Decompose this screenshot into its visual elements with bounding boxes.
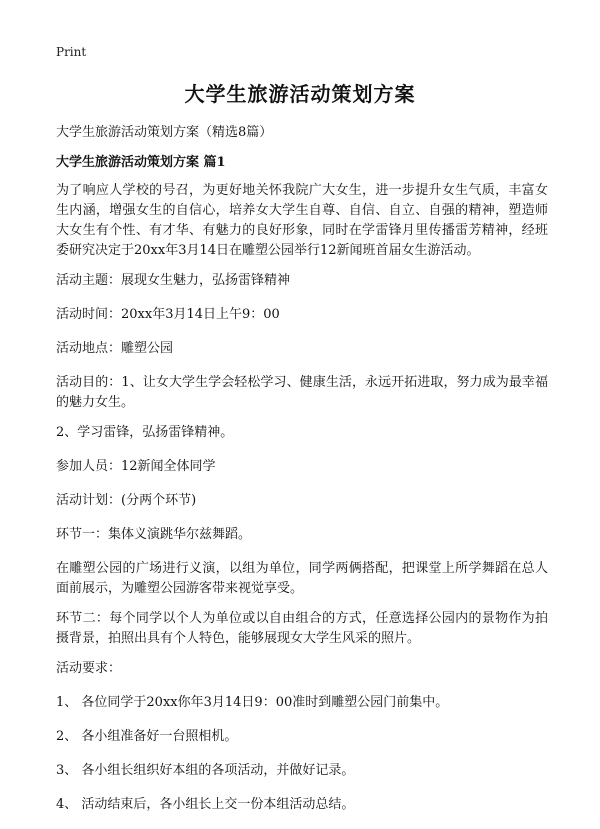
activity-theme: 活动主题：展现女生魅力，弘扬雷锋精神 xyxy=(56,273,291,288)
requirement-item: 1、 各位同学于20xx你年3月14日9：00准时到雕塑公园门前集中。 xyxy=(56,695,449,710)
requirements-heading: 活动要求： xyxy=(56,661,122,676)
requirement-item: 3、 各小组长组织好本组的各项活动，并做好记录。 xyxy=(56,763,355,778)
document-body xyxy=(56,181,548,829)
print-link[interactable]: Print xyxy=(56,45,87,59)
activity-time: 活动时间：20xx年3月14日上午9：00 xyxy=(56,307,280,322)
activity-purpose: 活动目的：1、让女大学生学会轻松学习、健康生活，永远开拓进取，努力成为最幸福的魅力女生。 xyxy=(56,375,548,410)
participants: 参加人员：12新闻全体同学 xyxy=(56,459,216,474)
stage-one: 环节一：集体义演跳华尔兹舞蹈。 xyxy=(56,527,252,542)
section-heading: 大学生旅游活动策划方案 篇1 xyxy=(56,155,226,170)
stage-two: 环节二：每个同学以个人为单位或以自由组合的方式，任意选择公园内的景物作为拍摄背景，拍照出具有个人特色，能够展现女大学生风采的照片。 xyxy=(56,611,548,646)
page-title: 大学生旅游活动策划方案 xyxy=(184,82,416,106)
purpose-item-2: 2、学习雷锋，弘扬雷锋精神。 xyxy=(56,425,234,440)
activity-plan: 活动计划：(分两个环节) xyxy=(56,493,197,508)
intro-paragraph: 为了响应人学校的号召，为更好地关怀我院广大女生，进一步提升女生气质，丰富女生内涵，增强女生的自信心，培养女大学生自尊、自信、自立、自强的精神，塑造师大女生有个性、有才华、有魅力的良好形象，同时在学雷锋月里传播雷芳精神，经班委研究决定于20xx年3月14日在雕塑公园举行12新闻班首届女生游活动。 xyxy=(56,183,548,258)
activity-location: 活动地点：雕塑公园 xyxy=(56,341,174,356)
requirement-item: 4、 活动结束后，各小组长上交一份本组活动总结。 xyxy=(56,797,355,812)
document-subtitle: 大学生旅游活动策划方案（精选8篇） xyxy=(56,125,273,140)
requirement-item: 2、 各小组准备好一台照相机。 xyxy=(56,729,238,744)
stage-one-detail: 在雕塑公园的广场进行义演，以组为单位，同学两俩搭配，把课堂上所学舞蹈在总人面前展示，为雕塑公园游客带来视觉享受。 xyxy=(56,561,548,596)
